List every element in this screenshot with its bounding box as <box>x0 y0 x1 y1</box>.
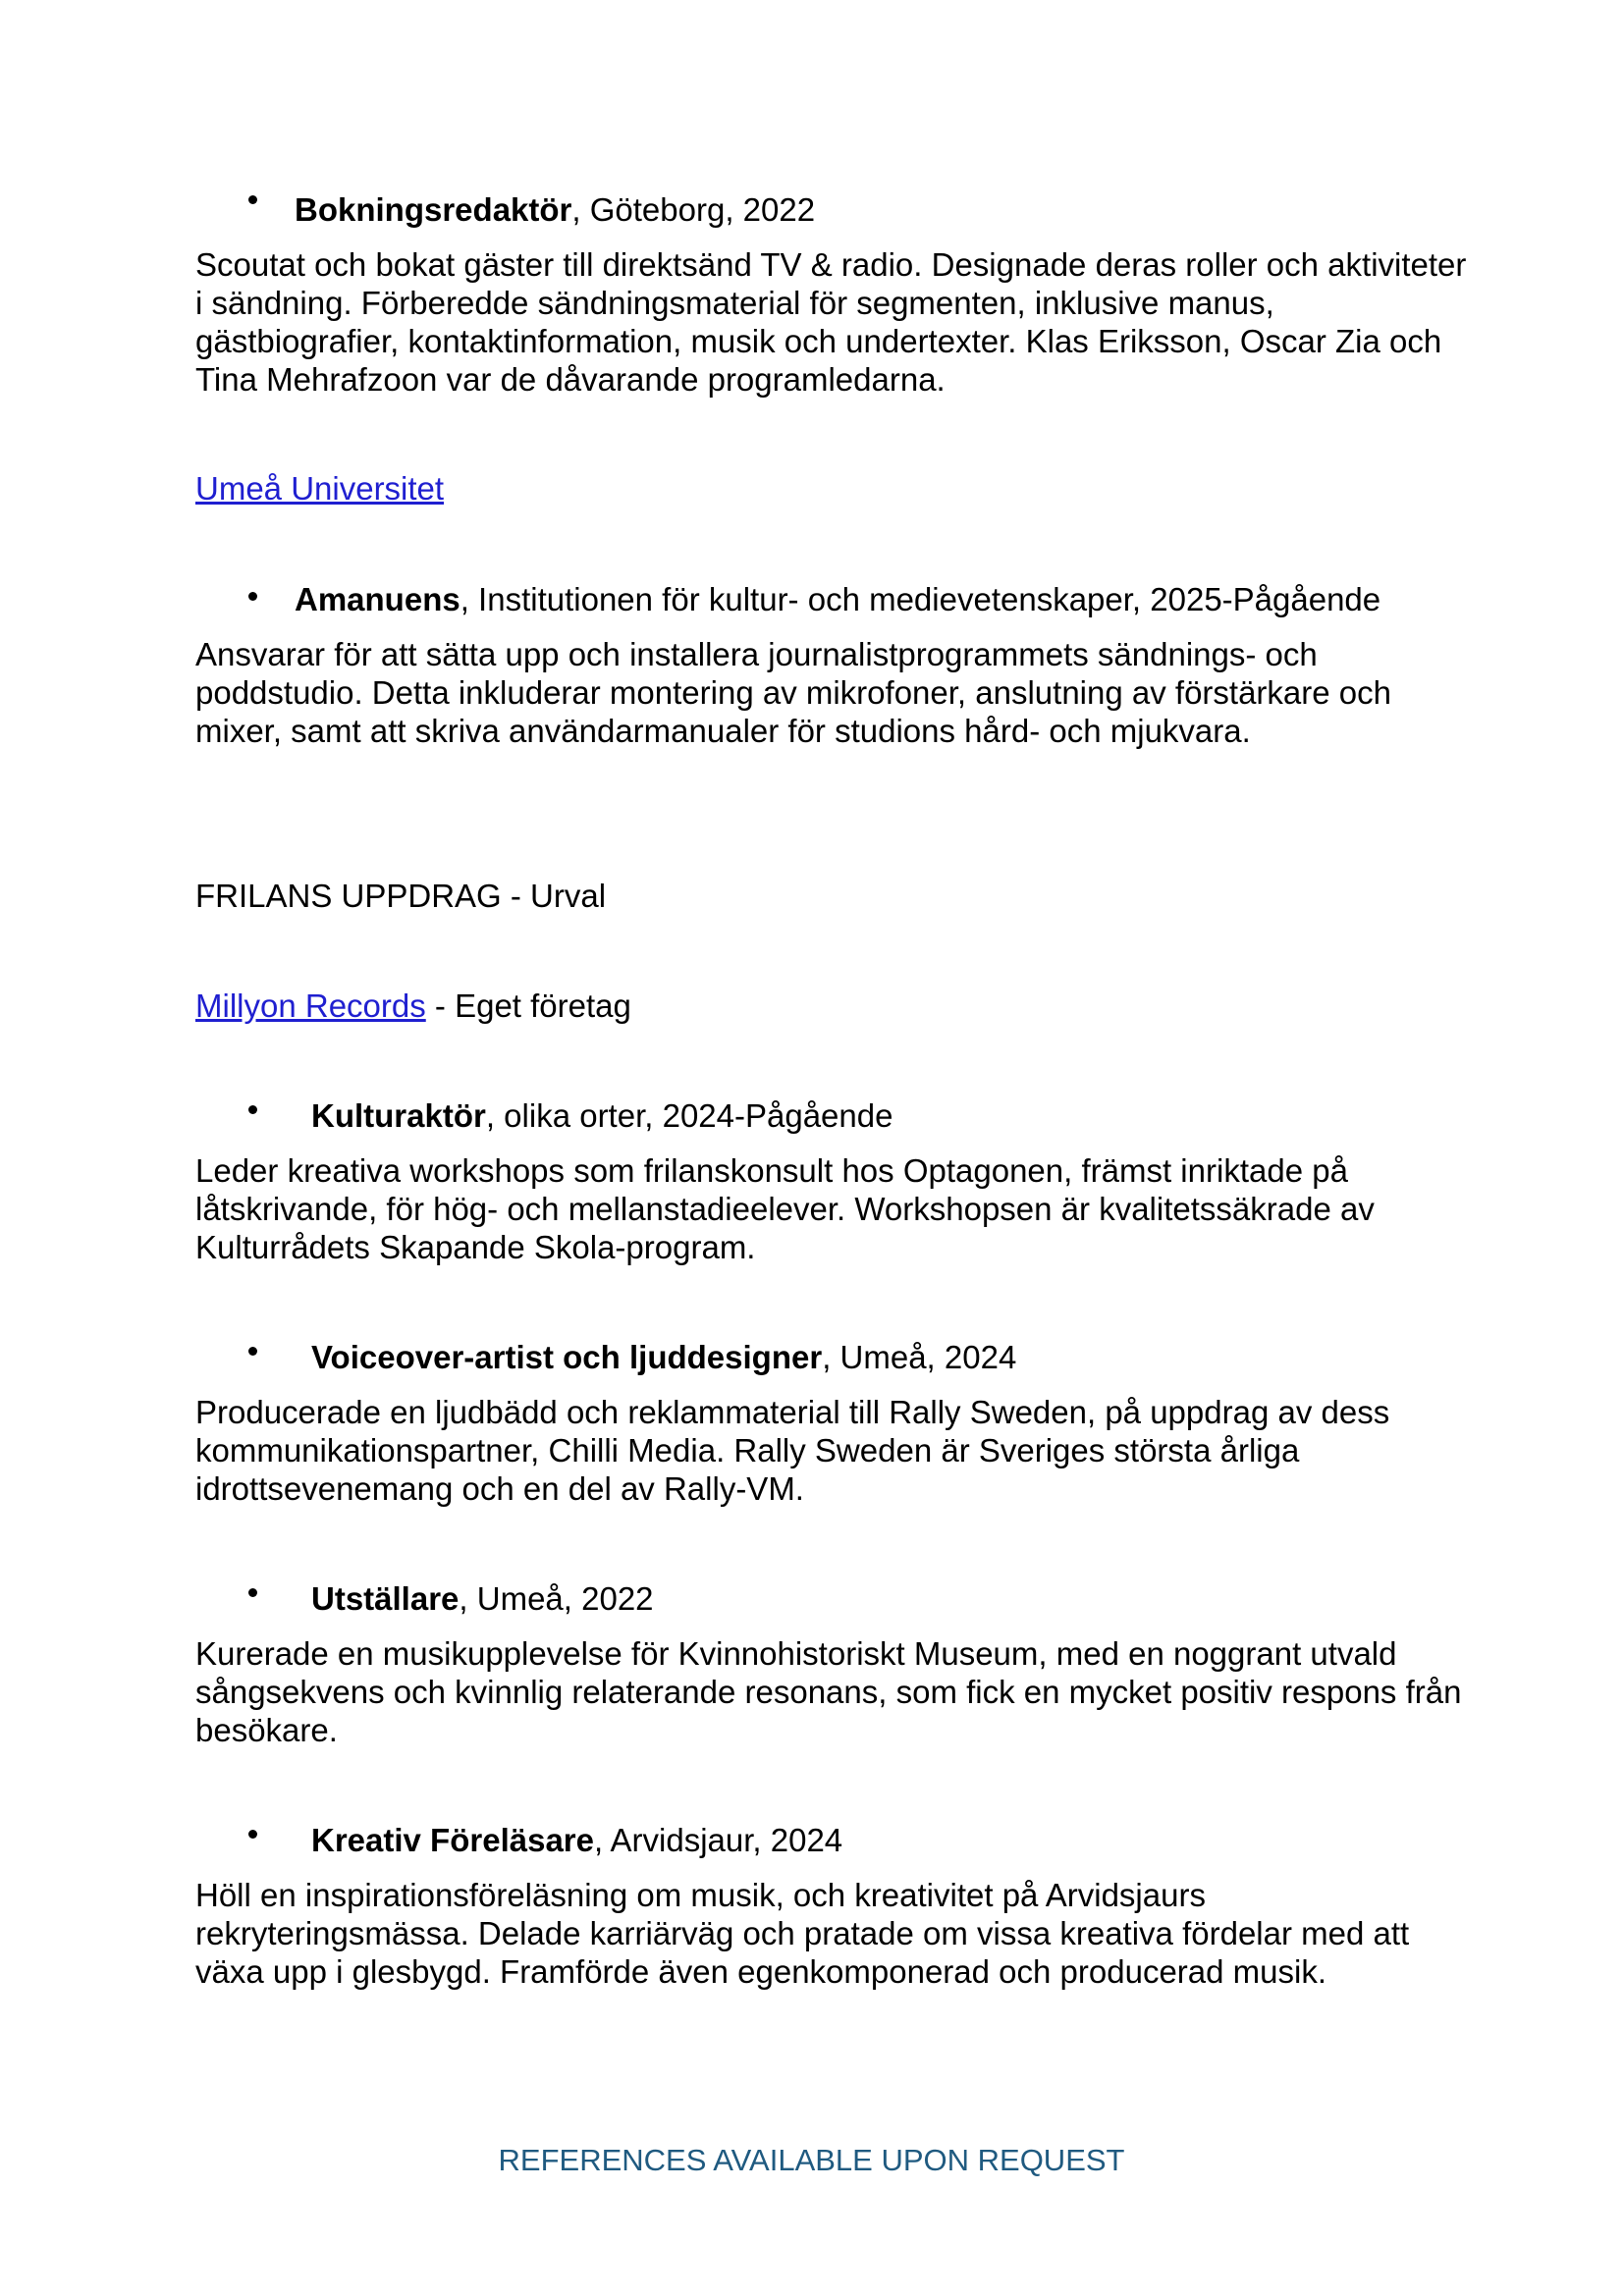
job-title: Amanuens <box>295 581 460 617</box>
bullet-dot <box>248 195 257 204</box>
references-footer: REFERENCES AVAILABLE UPON REQUEST <box>498 2143 1125 2177</box>
umea-universitet-link[interactable]: Umeå Universitet <box>195 470 445 507</box>
assignment-description: Producerade en ljudbädd och reklammaterial till Rally Sweden, på uppdrag av dess kommunikationspartner, Chilli Media. Rally Sweden är Sveriges största årliga idrottsevenemang och en del av Rally-VM. <box>195 1394 1390 1507</box>
assignment-description: Leder kreativa workshops som frilanskonsult hos Optagonen, främst inriktade på låtskrivande, för hög- och mellanstadieelever. Workshopsen är kvalitetssäkrade av Kulturrådets Skapande Skola-program. <box>195 1152 1375 1265</box>
assignment-heading <box>311 1096 893 1135</box>
bullet-dot <box>248 1588 257 1597</box>
bullet-dot <box>248 592 257 601</box>
assignment-title: Kreativ Föreläsare <box>311 1822 594 1858</box>
assignment-details: , Umeå, 2024 <box>822 1339 1017 1375</box>
bullet-dot <box>248 1347 257 1356</box>
assignment-details: , Umeå, 2022 <box>459 1580 654 1617</box>
assignment-details: , Arvidsjaur, 2024 <box>594 1822 843 1858</box>
millyon-records-link[interactable]: Millyon Records <box>195 988 426 1024</box>
job-heading <box>295 190 815 229</box>
assignment-heading <box>311 1579 654 1618</box>
assignment-details: , olika orter, 2024-Pågående <box>485 1097 893 1134</box>
assignment-title: Kulturaktör <box>311 1097 486 1134</box>
company-heading <box>195 987 631 1025</box>
section-heading: FRILANS UPPDRAG - Urval <box>195 878 607 914</box>
employer-heading <box>195 469 444 507</box>
job-details: , Göteborg, 2022 <box>571 191 816 228</box>
assignment-title: Utställare <box>311 1580 460 1617</box>
assignment-title: Voiceover-artist och ljuddesigner <box>311 1339 823 1375</box>
bullet-dot <box>248 1830 257 1839</box>
assignment-heading <box>311 1338 1016 1376</box>
assignment-description: Kurerade en musikupplevelse för Kvinnohistoriskt Museum, med en noggrant utvald sångsekvens och kvinnlig relaterande resonans, som fick en mycket positiv respons från besökare. <box>195 1635 1462 1748</box>
company-suffix: - Eget företag <box>425 988 631 1024</box>
job-description: Scoutat och bokat gäster till direktsänd TV & radio. Designade deras roller och aktiviteter i sändning. Förberedde sändningsmaterial för segmenten, inklusive manus, gästbiografier, kontaktinformation, musik och undertexter. Klas Eriksson, Oscar Zia och Tina Mehrafzoon var de dåvarande programledarna. <box>195 246 1467 398</box>
job-title: Bokningsredaktör <box>295 191 572 228</box>
job-heading <box>295 580 1380 618</box>
job-description: Ansvarar för att sätta upp och installera journalistprogrammets sändnings- och poddstudio. Detta inkluderar montering av mikrofoner, anslutning av förstärkare och mixer, samt att skriva användarmanualer för studions hård- och mjukvara. <box>195 636 1391 749</box>
assignment-description: Höll en inspirationsföreläsning om musik, och kreativitet på Arvidsjaurs rekryteringsmässa. Delade karriärväg och pratade om vissa kreativa fördelar med att växa upp i glesbygd. Framförde även egenkomponerad och producerad musik. <box>195 1877 1410 1990</box>
assignment-heading <box>311 1821 842 1859</box>
job-details: , Institutionen för kultur- och medievetenskaper, 2025-Pågående <box>460 581 1381 617</box>
bullet-dot <box>248 1105 257 1114</box>
